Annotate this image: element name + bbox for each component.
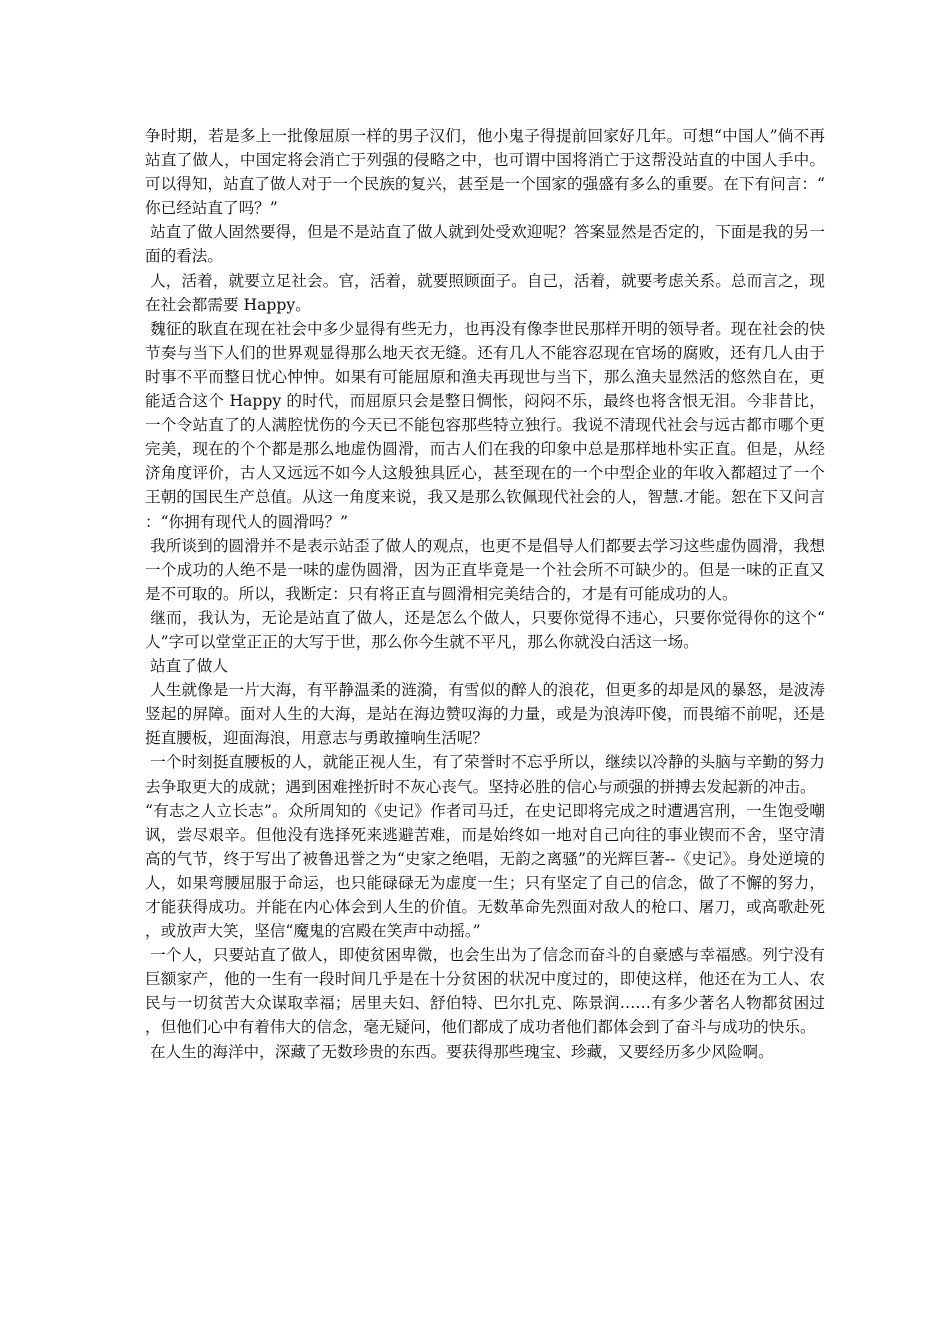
paragraph: 争时期，若是多上一批像屈原一样的男子汉们，他小鬼子得提前回家好几年。可想“中国人”倘不再站直了做人，中国定将会消亡于列强的侵略之中，也可谓中国将消亡于这帮没站直的中国人手中。可以得知，站直了做人对于一个民族的复兴，甚至是一个国家的强盛有多么的重要。在下有问言：“你已经站直了吗？” — [145, 127, 825, 218]
paragraph: “有志之人立长志”。众所周知的《史记》作者司马迁，在史记即将完成之时遭遇宫刑，一生饱受嘲讽，尝尽艰辛。但他没有选择死来逃避苦难，而是始终如一地对自己向往的事业锲而不舍，坚守清高的气节，终于写出了被鲁迅誉之为“史家之绝唱，无韵之离骚”的光辉巨著--《史记》。身处逆境的人，如果弯腰屈服于命运，也只能碌碌无为虚度一生；只有坚定了自己的信念，做了不懈的努力，才能获得成功。并能在内心体会到人生的价值。无数革命先烈面对敌人的枪口、屠刀，或高歌赴死，或放声大笑，坚信“魔鬼的宫殿在笑声中动摇。” — [145, 801, 825, 941]
paragraph: 人，活着，就要立足社会。官，活着，就要照顾面子。自己，活着，就要考虑关系。总而言之，现在社会都需要 Happy。 — [145, 271, 825, 314]
paragraph: 人生就像是一片大海，有平静温柔的涟漪，有雪似的醉人的浪花，但更多的却是风的暴怒，是波涛竖起的屏障。面对人生的大海，是站在海边赞叹海的力量，或是为浪涛吓傻，而畏缩不前呢，还是挺直腰板，迎面海浪，用意志与勇敢撞响生活呢？ — [145, 681, 825, 748]
paragraph: 一个人，只要站直了做人，即使贫困卑微，也会生出为了信念而奋斗的自豪感与幸福感。列宁没有巨额家产，他的一生有一段时间几乎是在十分贫困的状况中度过的，即使这样，他还在为工人、农民与一切贫苦大众谋取幸福；居里夫妇、舒伯特、巴尔扎克、陈景润……有多少著名人物都贫困过，但他们心中有着伟大的信念，毫无疑问，他们都成了成功者他们都体会到了奋斗与成功的快乐。 — [145, 946, 825, 1037]
paragraph: 魏征的耿直在现在社会中多少显得有些无力，也再没有像李世民那样开明的领导者。现在社会的快节奏与当下人们的世界观显得那么地天衣无缝。还有几人不能容忍现在官场的腐败，还有几人由于时事不平而整日忧心忡忡。如果有可能屈原和渔夫再现世与当下，那么渔夫显然活的悠然自在，更能适合这个 Happy 的时代，而屈原只会是整日惆怅，闷闷不乐，最终也将含恨无泪。今非昔比，一个令站直了的人满腔忧伤的今天已不能包容那些特立独行。我说不清现代社会与远古都市哪个更完美，现在的个个都是那么地虚伪圆滑，而古人们在我的印象中总是那样地朴实正直。但是，从经济角度评价，古人又远远不如今人这般独具匠心，甚至现在的一个中型企业的年收入都超过了一个王朝的国民生产总值。从这一角度来说，我又是那么钦佩现代社会的人，智慧.才能。恕在下又问言：“你拥有现代人的圆滑吗？” — [145, 319, 825, 531]
paragraph: 在人生的海洋中，深藏了无数珍贵的东西。要获得那些瑰宝、珍藏，又要经历多少风险啊。 — [145, 1042, 774, 1061]
paragraph: 站直了做人固然要得，但是不是站直了做人就到处受欢迎呢？答案显然是否定的，下面是我的另一面的看法。 — [145, 223, 825, 266]
paragraph: 继而，我认为，无论是站直了做人，还是怎么个做人，只要你觉得不违心，只要你觉得你的这个“人”字可以堂堂正正的大写于世，那么你今生就不平凡，那么你就没白活这一场。 — [145, 608, 825, 651]
paragraph: 我所谈到的圆滑并不是表示站歪了做人的观点，也更不是倡导人们都要去学习这些虚伪圆滑，我想一个成功的人绝不是一味的虚伪圆滑，因为正直毕竟是一个社会所不可缺少的。但是一味的正直又是不可取的。所以，我断定：只有将正直与圆滑相完美结合的，才是有可能成功的人。 — [145, 536, 825, 603]
paragraph: 一个时刻挺直腰板的人，就能正视人生，有了荣誉时不忘乎所以，继续以冷静的头脑与辛勤的努力去争取更大的成就；遇到困难挫折时不灰心丧气。坚持必胜的信心与顽强的拼搏去发起新的冲击。 — [145, 753, 825, 796]
document-body — [145, 124, 825, 1064]
section-title: 站直了做人 — [145, 657, 228, 676]
